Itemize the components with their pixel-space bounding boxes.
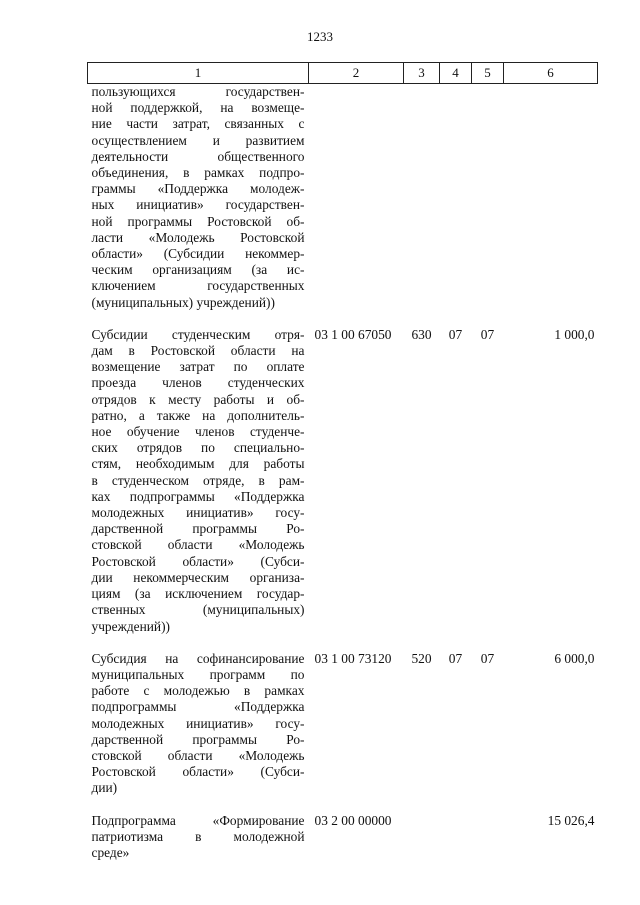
description-line: стовской области «Молодежь (91, 537, 305, 553)
table-row (88, 813, 598, 862)
row-amount: 6 000,0 (554, 650, 595, 666)
description-line: дии) (91, 780, 118, 796)
header-row (88, 63, 598, 84)
description-line: стовской области «Молодежь (91, 747, 305, 763)
description-line: ках подпрограммы «Поддержка (91, 488, 305, 504)
row-amount (504, 84, 598, 327)
row-code (309, 84, 404, 327)
description-line: проезда членов студенческих (91, 375, 305, 391)
header-col-6: 6 (504, 63, 598, 84)
description-line: объединения, в рамках подпро- (91, 165, 305, 181)
row-col-4: 07 (448, 326, 463, 342)
row-code: 03 1 00 67050 (314, 326, 392, 342)
description-line: циям (за исключением государ- (91, 586, 305, 602)
description-line: граммы «Поддержка молодеж- (91, 181, 305, 197)
row-col-3: 630 (411, 326, 432, 342)
description-line: молодежных инициатив» госу- (91, 505, 305, 521)
row-col-5 (472, 84, 504, 327)
description-line: ной поддержкой, на возмеще- (91, 100, 305, 116)
table-row (88, 651, 598, 813)
description-line: Подпрограмма «Формирование (91, 812, 305, 828)
page-number: 1233 (307, 29, 333, 44)
description-line: ратно, а также на дополнитель- (91, 407, 305, 423)
row-col-4 (440, 84, 472, 327)
description-line: пользующихся государствен- (91, 84, 305, 99)
header-col-2: 2 (309, 63, 404, 84)
row-col-5 (472, 813, 504, 862)
description-line: дии некоммерческим организа- (91, 569, 305, 585)
description-line: (муниципальных) учреждений)) (91, 294, 275, 310)
row-col-5: 07 (480, 326, 495, 342)
description-line: ключением государственных (91, 278, 305, 294)
row-description (88, 327, 309, 651)
row-amount: 1 000,0 (554, 326, 595, 342)
row-description (88, 84, 309, 327)
description-line: среде» (91, 844, 130, 860)
row-col-4 (440, 813, 472, 862)
description-line: учреждений)) (91, 618, 170, 634)
description-line: подпрограммы «Поддержка (91, 699, 305, 715)
row-code: 03 2 00 00000 (314, 812, 392, 828)
description-line: дарственной программы Ро- (91, 521, 305, 537)
table-body (88, 84, 598, 862)
row-description (88, 813, 309, 862)
description-line: в студенческом отряде, в рам- (91, 472, 305, 488)
description-line: Субсидии студенческим отря- (91, 326, 305, 342)
row-col-3 (404, 84, 440, 327)
row-col-5: 07 (480, 650, 495, 666)
description-line: ние части затрат, связанных с (91, 116, 305, 132)
row-col-4: 07 (448, 650, 463, 666)
header-col-3: 3 (404, 63, 440, 84)
description-line: Ростовской области» (Субси- (91, 764, 305, 780)
description-line: патриотизма в молодежной (91, 828, 305, 844)
header-col-5: 5 (472, 63, 504, 84)
description-line: работе с молодежью в рамках (91, 683, 305, 699)
table-row (88, 84, 598, 327)
description-line: ственных (муниципальных) (91, 602, 305, 618)
description-line: дам в Ростовской области на (91, 343, 305, 359)
row-col-3 (404, 813, 440, 862)
description-line: ских отрядов по специально- (91, 440, 305, 456)
row-code: 03 1 00 73120 (314, 650, 392, 666)
description-line: Субсидия на софинансирование (91, 650, 305, 666)
description-line: области» (Субсидии некоммер- (91, 246, 305, 262)
table-row (88, 327, 598, 651)
row-amount: 15 026,4 (547, 812, 595, 828)
description-line: стям, необходимым для работы (91, 456, 305, 472)
description-line: дарственной программы Ро- (91, 731, 305, 747)
row-description (88, 651, 309, 813)
budget-table (87, 62, 598, 861)
row-col-3: 520 (411, 650, 432, 666)
description-line: ной программы Ростовской об- (91, 213, 305, 229)
description-line: Ростовской области» (Субси- (91, 553, 305, 569)
header-col-4: 4 (440, 63, 472, 84)
description-line: ных инициатив» государствен- (91, 197, 305, 213)
description-line: ласти «Молодежь Ростовской (91, 229, 305, 245)
description-line: муниципальных программ по (91, 666, 305, 682)
description-line: ческим организациям (за ис- (91, 262, 305, 278)
header-col-1: 1 (88, 63, 309, 84)
description-line: возмещение затрат по оплате (91, 359, 305, 375)
description-line: ное обучение членов студенче- (91, 424, 305, 440)
description-line: деятельности общественного (91, 148, 305, 164)
description-line: молодежных инициатив» госу- (91, 715, 305, 731)
description-line: отрядов к месту работы и об- (91, 391, 305, 407)
description-line: осуществлением и развитием (91, 132, 305, 148)
